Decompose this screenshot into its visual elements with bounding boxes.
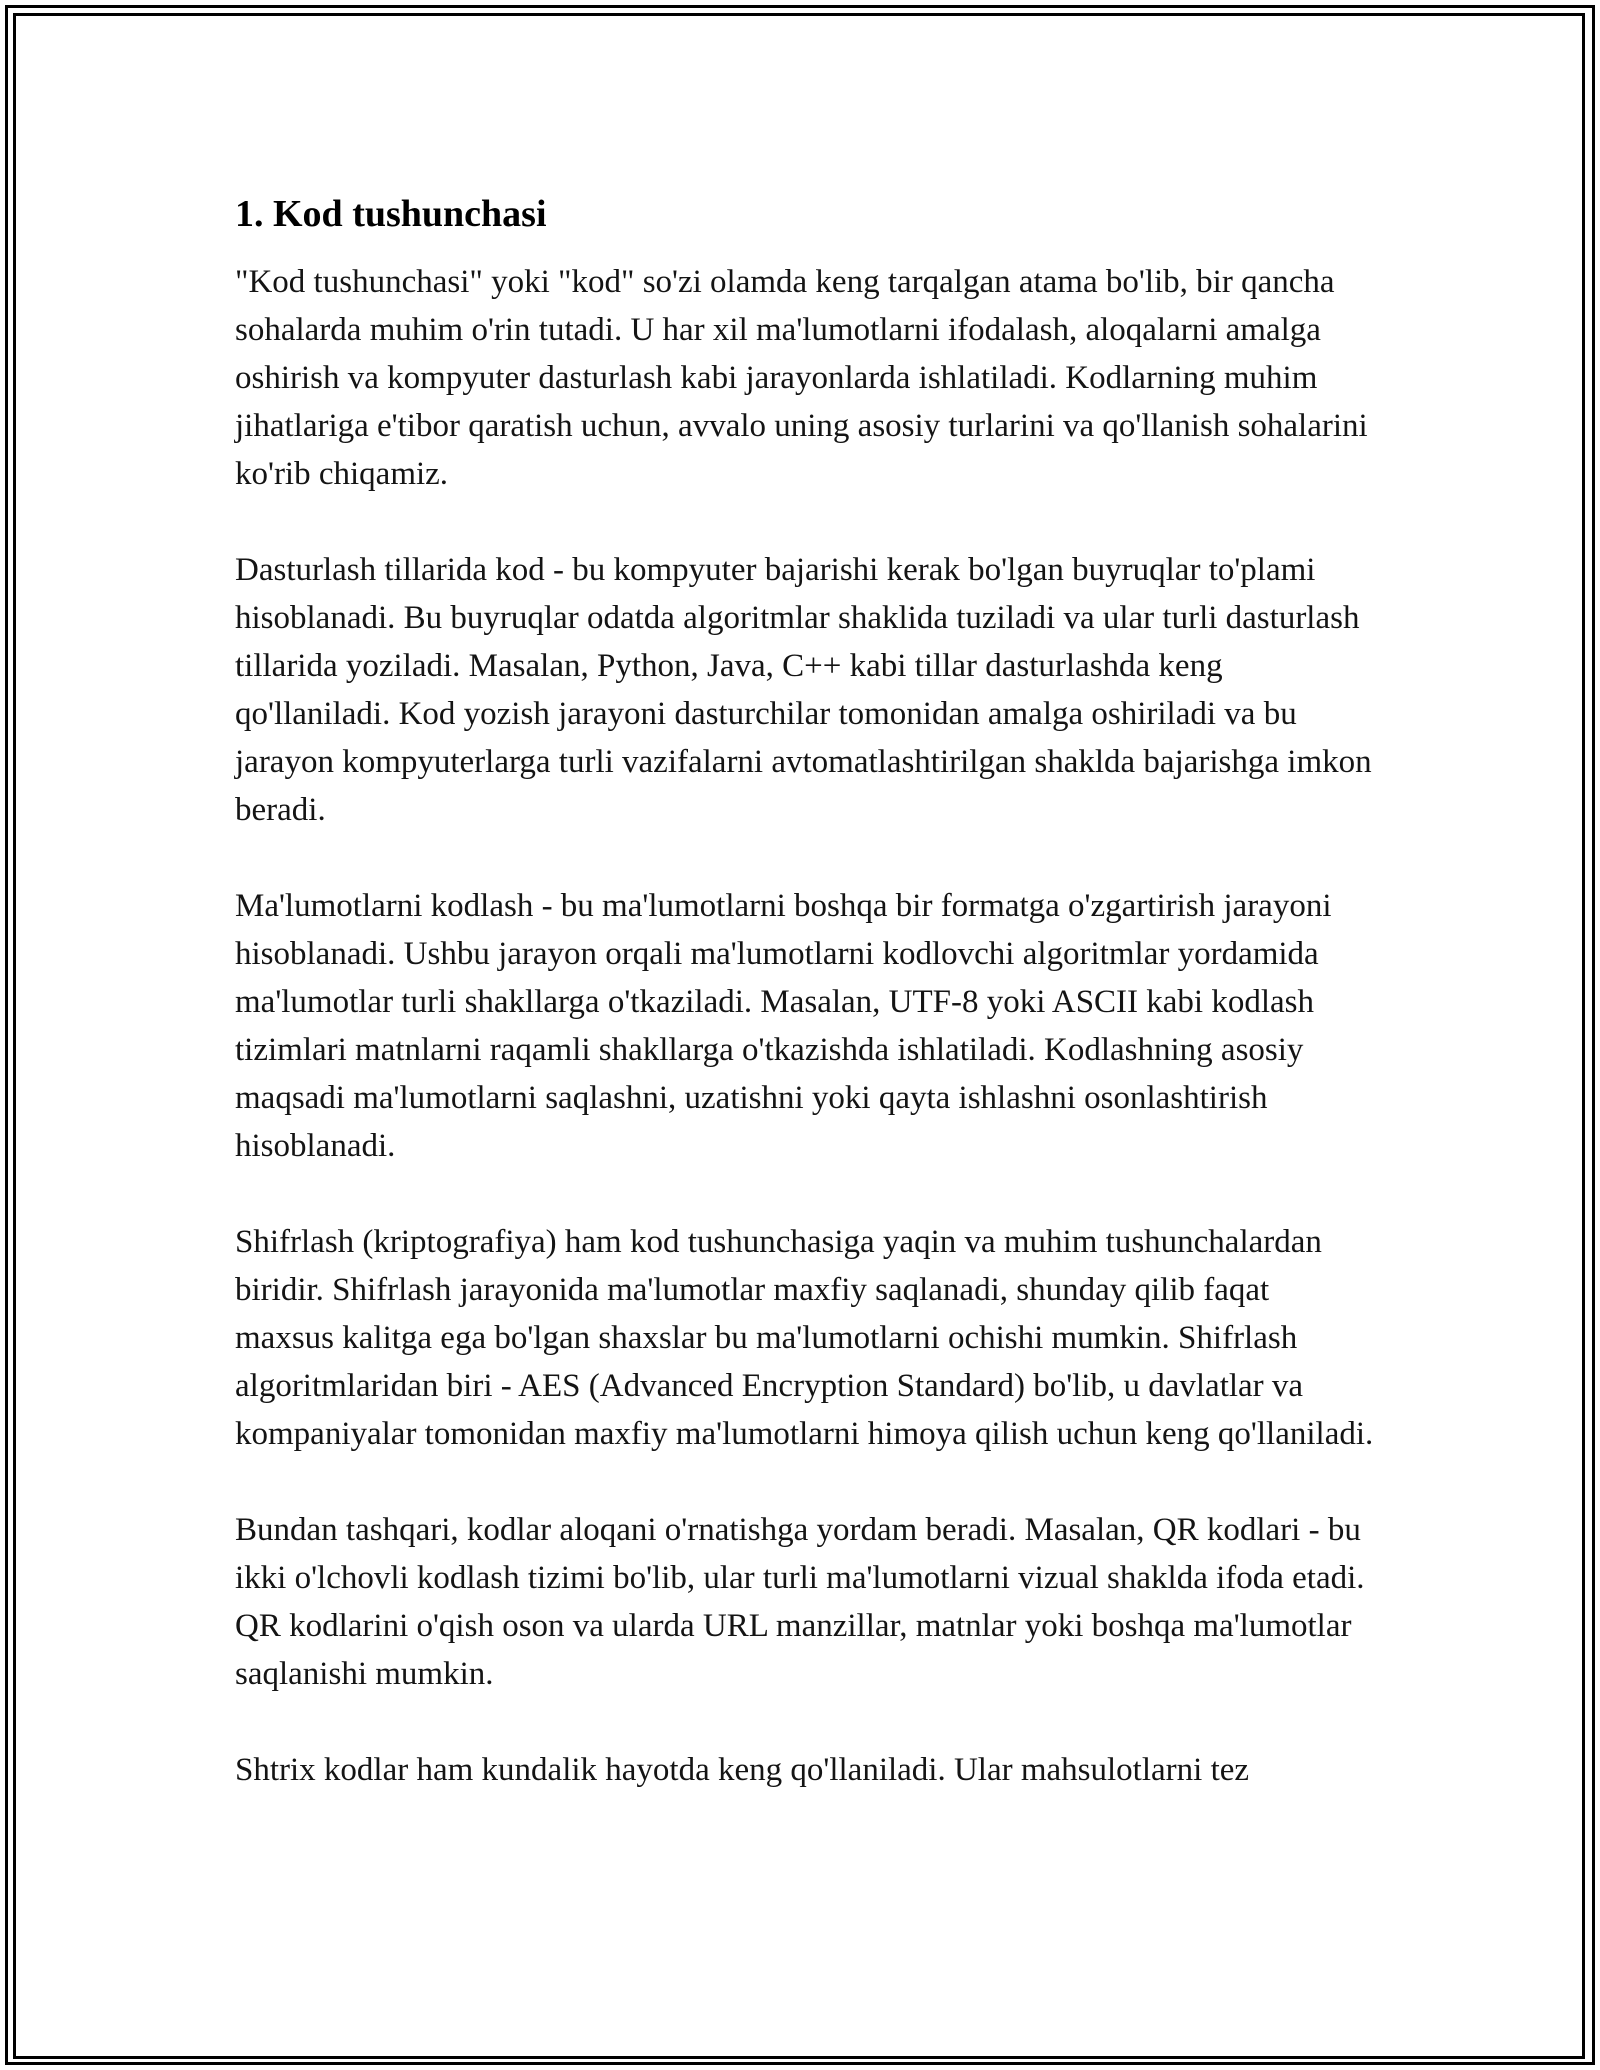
paragraph-qr-codes: Bundan tashqari, kodlar aloqani o'rnatishga yordam beradi. Masalan, QR kodlari - bu ikki o'lchovli kodlash tizimi bo'lib, ular turli ma'lumotlarni vizual shaklda ifoda etadi. QR kodlarini o'qish oson va ularda URL manzillar, matnlar yoki boshqa ma'lumotlar saqlanishi mumkin. [235, 1512, 1365, 1692]
paragraph-encryption: Shifrlash (kriptografiya) ham kod tushunchasiga yaqin va muhim tushunchalardan biridir. Shifrlash jarayonida ma'lumotlar maxfiy saqlanadi, shunday qilib faqat maxsus kalitga ega bo'lgan shaxslar bu ma'lumotlarni ochishi mumkin. Shifrlash algoritmlaridan biri - AES (Advanced Encryption Standard) bo'lib, u davlatlar va kompaniyalar tomonidan maxfiy ma'lumotlarni himoya qilish uchun keng qo'llaniladi. [235, 1224, 1374, 1452]
document-body [235, 190, 1375, 1794]
paragraph-barcodes: Shtrix kodlar ham kundalik hayotda keng qo'llaniladi. Ular mahsulotlarni tez [235, 1752, 1250, 1788]
paragraph-data-encoding: Ma'lumotlarni kodlash - bu ma'lumotlarni boshqa bir formatga o'zgartirish jarayoni hisoblanadi. Ushbu jarayon orqali ma'lumotlarni kodlovchi algoritmlar yordamida ma'lumotlar turli shakllarga o'tkaziladi. Masalan, UTF-8 yoki ASCII kabi kodlash tizimlari matnlarni raqamli shakllarga o'tkazishda ishlatiladi. Kodlashning asosiy maqsadi ma'lumotlarni saqlashni, uzatishni yoki qayta ishlashni osonlashtirish hisoblanadi. [235, 888, 1332, 1164]
paragraph-programming-code: Dasturlash tillarida kod - bu kompyuter bajarishi kerak bo'lgan buyruqlar to'plami hisoblanadi. Bu buyruqlar odatda algoritmlar shaklida tuziladi va ular turli dasturlash tillarida yoziladi. Masalan, Python, Java, C++ kabi tillar dasturlashda keng qo'llaniladi. Kod yozish jarayoni dasturchilar tomonidan amalga oshiriladi va bu jarayon kompyuterlarga turli vazifalarni avtomatlashtirilgan shaklda bajarishga imkon beradi. [235, 552, 1372, 828]
paragraph-intro: "Kod tushunchasi" yoki "kod" so'zi olamda keng tarqalgan atama bo'lib, bir qancha sohalarda muhim o'rin tutadi. U har xil ma'lumotlarni ifodalash, aloqalarni amalga oshirish va kompyuter dasturlash kabi jarayonlarda ishlatiladi. Kodlarning muhim jihatlariga e'tibor qaratish uchun, avvalo uning asosiy turlarini va qo'llanish sohalarini ko'rib chiqamiz. [235, 264, 1368, 492]
section-heading: 1. Kod tushunchasi [235, 193, 547, 235]
